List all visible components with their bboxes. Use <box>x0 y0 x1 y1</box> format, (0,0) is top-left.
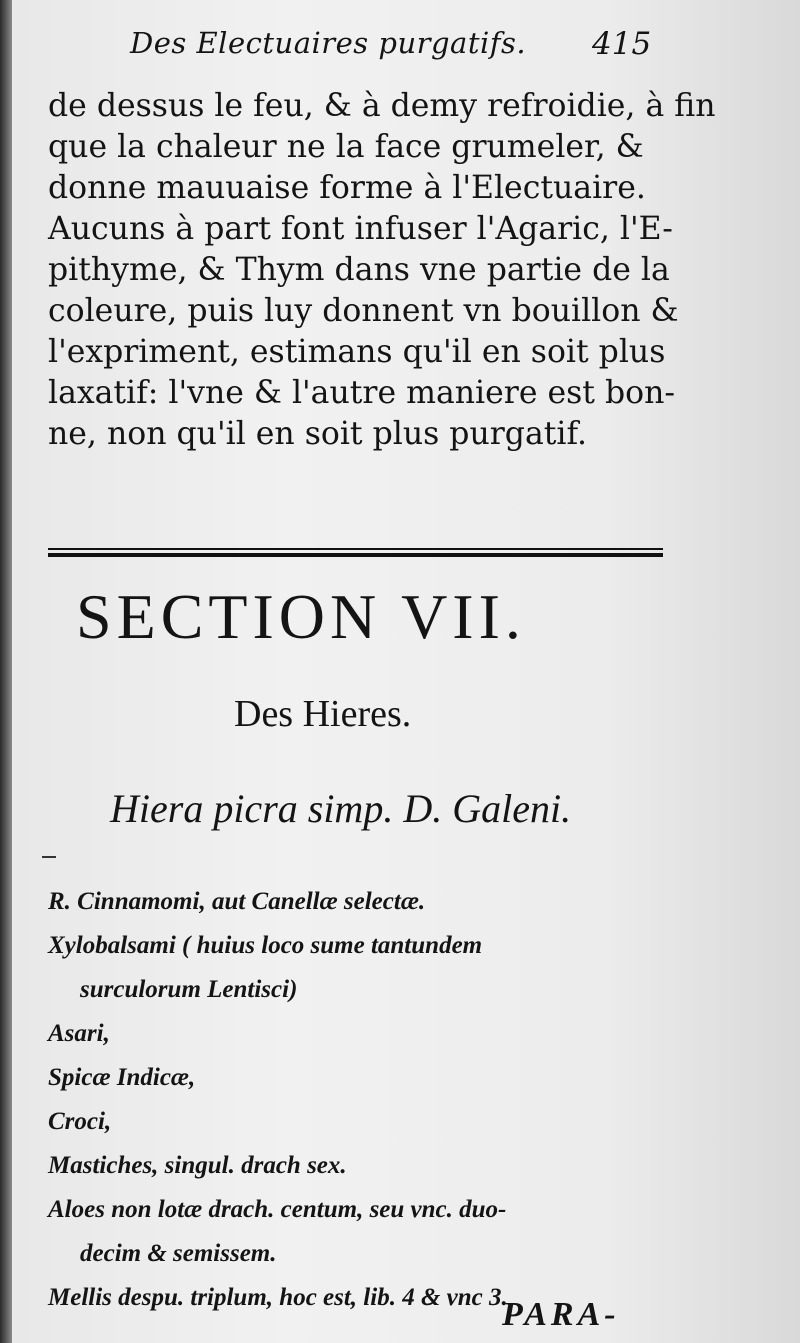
text-line: que la chaleur ne la face grumeler, & <box>48 129 644 165</box>
text-line: laxatif: l'vne & l'autre maniere est bon- <box>48 375 676 411</box>
list-item: Croci, <box>48 1108 112 1135</box>
body-paragraph <box>48 86 716 455</box>
text-line: de dessus le feu, & à demy refroidie, à fin <box>48 88 716 124</box>
text-line: donne mauuaise forme à l'Electuaire. <box>48 170 646 206</box>
list-item: Mellis despu. triplum, hoc est, lib. 4 & vnc 3. <box>48 1284 508 1311</box>
ornament-dash <box>42 856 56 858</box>
book-page <box>12 0 800 1343</box>
ingredient-list <box>48 880 678 1320</box>
text-line: coleure, puis luy donnent vn bouillon & <box>48 293 679 329</box>
text-line: Aucuns à part font infuser l'Agaric, l'E- <box>48 211 673 247</box>
list-item: Xylobalsami ( huius loco sume tantundem <box>48 932 483 959</box>
book-gutter <box>0 0 12 1343</box>
section-subtitle: Des Hieres. <box>234 693 412 735</box>
page-number: 415 <box>592 26 652 62</box>
running-title: Des Electuaires purgatifs. <box>130 26 527 60</box>
list-item: Spicæ Indicæ, <box>48 1064 196 1091</box>
recipe-title: Hiera picra simp. D. Galeni. <box>110 786 572 831</box>
list-item: surculorum Lentisci) <box>80 976 298 1003</box>
list-item: decim & semissem. <box>80 1240 277 1267</box>
text-line: l'expriment, estimans qu'il en soit plus <box>48 334 666 370</box>
list-item: Aloes non lotæ drach. centum, seu vnc. duo- <box>48 1196 507 1223</box>
list-item: Asari, <box>48 1020 110 1047</box>
list-item: R. Cinnamomi, aut Canellæ selectæ. <box>48 888 426 915</box>
catchword: PARA- <box>502 1296 620 1333</box>
section-rule-thin <box>48 548 663 550</box>
text-line: ne, non qu'il en soit plus purgatif. <box>48 416 588 452</box>
text-line: pithyme, & Thym dans vne partie de la <box>48 252 670 288</box>
section-title: SECTION VII. <box>76 581 526 652</box>
list-item: Mastiches, singul. drach sex. <box>48 1152 347 1179</box>
section-rule-thick <box>48 553 663 557</box>
